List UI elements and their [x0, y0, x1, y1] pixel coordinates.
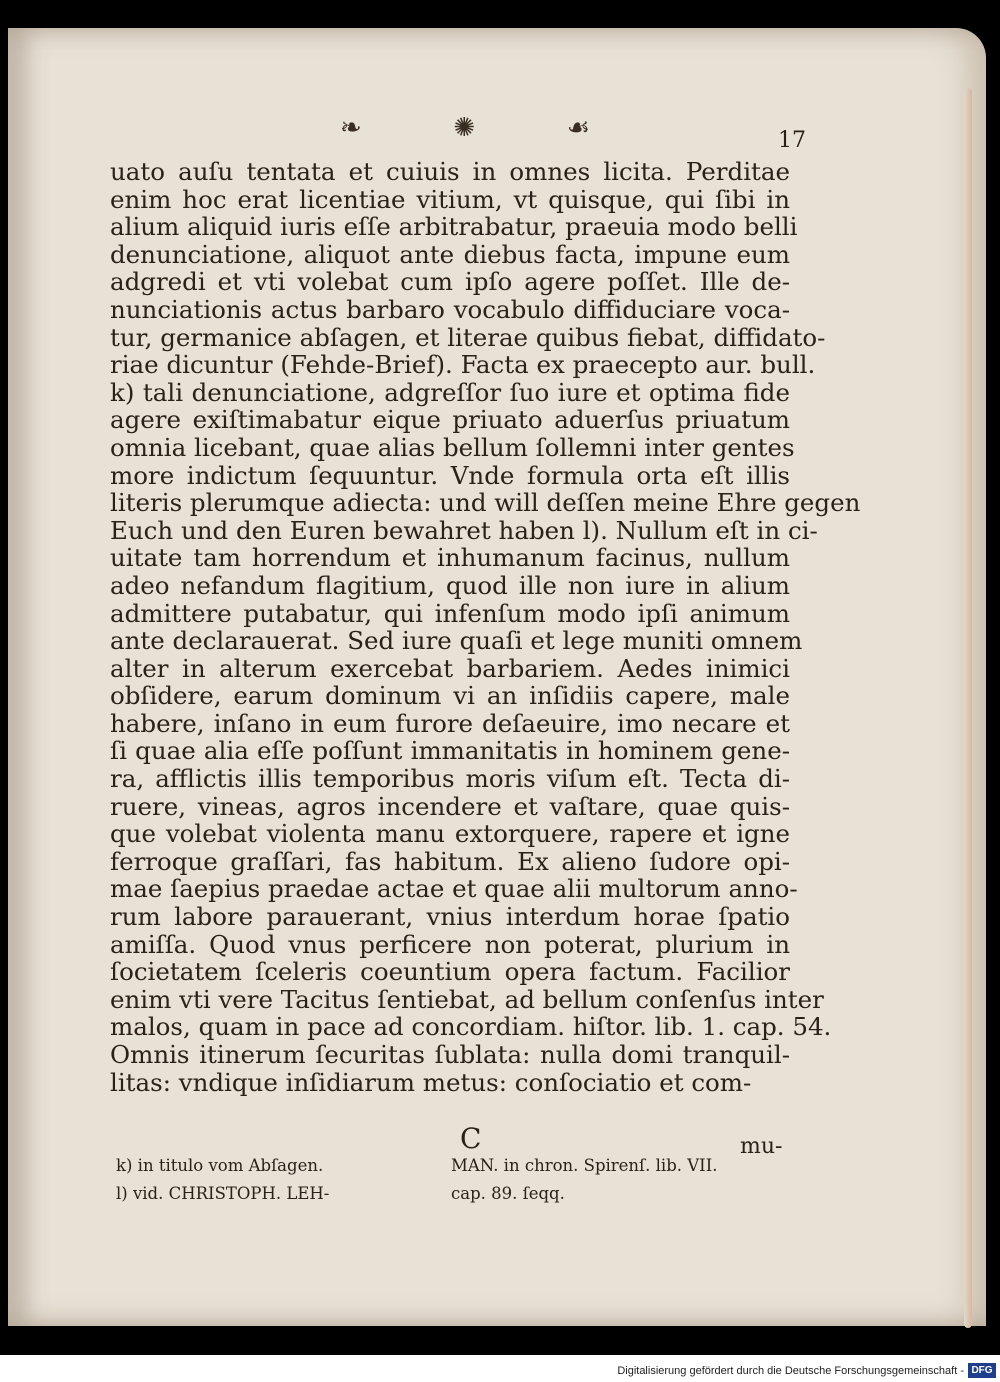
text-line: alter in alterum exercebat barbariem. Aedes inimici [110, 653, 790, 683]
text-line: litas: vndique inſidiarum metus: conſociatio et com- [110, 1067, 752, 1097]
text-line: nunciationis actus barbaro vocabulo diffiduciare voca- [110, 294, 790, 324]
text-line: riae dicuntur (Fehde-Brief). Facta ex praecepto aur. bull. [110, 350, 816, 380]
text-line: que volebat violenta manu extorquere, rapere et igne [110, 819, 790, 849]
body-text [110, 157, 861, 1097]
footnote-line: l) vid. CHRISTOPH. LEH- [116, 1184, 330, 1203]
text-line: mae ſaepius praedae actae et quae alii multorum anno- [110, 874, 798, 904]
text-line: ra, afflictis illis temporibus moris viſum eſt. Tecta di- [110, 764, 790, 794]
ornament-left-icon: ❧ [340, 113, 362, 143]
signature-mark: C [460, 1122, 482, 1155]
page-number: 17 [778, 128, 806, 153]
text-line: denunciatione, aliquot ante diebus facta, impune eum [110, 239, 790, 269]
text-line: agere exiſtimabatur eique priuato aduerſus priuatum [110, 405, 790, 435]
ornament-center-icon: ✺ [453, 113, 476, 143]
text-line: ante declarauerat. Sed iure quaſi et lege muniti omnem [110, 626, 803, 656]
text-line: adgredi et vti volebat cum ipſo agere poſſet. Ille de- [110, 267, 790, 297]
catchword: mu- [740, 1134, 783, 1159]
text-line: habere, inſano in eum furore deſaeuire, imo necare et [110, 708, 790, 738]
text-line: Euch und den Euren bewahret haben l). Nullum eſt in ci- [110, 515, 818, 545]
text-line: uitate tam horrendum et inhumanum facinus, nullum [110, 543, 790, 573]
text-line: more indictum ſequuntur. Vnde formula orta eſt illis [110, 460, 790, 490]
text-line: omnia licebant, quae alias bellum ſollemni inter gentes [110, 432, 795, 462]
text-line: admittere putabatur, qui infenſum modo ipſi animum [110, 598, 790, 628]
footnotes-right-column [451, 1152, 796, 1208]
footnote-line: cap. 89. ſeqq. [451, 1184, 565, 1203]
text-line: enim vti vere Tacitus ſentiebat, ad bellum conſenſus inter [110, 984, 824, 1014]
dfg-logo: DFG [968, 1363, 996, 1378]
text-line: Omnis itinerum ſecuritas ſublata: nulla domi tranquil- [110, 1040, 790, 1069]
text-line: rum labore parauerant, vnius interdum horae ſpatio [110, 902, 790, 932]
text-line: adeo nefandum flagitium, quod ille non iure in alium [110, 570, 790, 600]
text-line: enim hoc erat licentiae vitium, vt quisque, qui ſibi in [110, 184, 790, 214]
text-line: ſi quae alia eſſe poſſunt immanitatis in hominem gene- [110, 736, 790, 766]
text-line: malos, quam in pace ad concordiam. hiſtor. lib. 1. cap. 54. [110, 1012, 832, 1042]
text-line: amiſſa. Quod vnus perficere non poterat, plurium in [110, 929, 790, 959]
text-line: literis plerumque adiecta: und will deſſen meine Ehre gegen [110, 488, 861, 518]
text-line: k) tali denunciatione, adgreſſor ſuo iure et optima fide [110, 377, 790, 407]
text-line: uato auſu tentata et cuiuis in omnes licita. Perditae [110, 157, 790, 186]
header-ornament [340, 112, 590, 144]
page-edge [964, 88, 972, 1328]
footnote-line: MAN. in chron. Spirenſ. lib. VII. [451, 1156, 718, 1175]
text-line: ruere, vineas, agros incendere et vaſtare, quae quis- [110, 791, 790, 821]
footnote-line: k) in titulo vom Abſagen. [116, 1156, 324, 1175]
funding-credit: Digitalisierung gefördert durch die Deutsche Forschungsgemeinschaft - [617, 1365, 964, 1377]
text-line: tur, germanice abſagen, et literae quibus fiebat, diffidato- [110, 322, 826, 352]
footnotes-left-column [116, 1152, 446, 1208]
ornament-right-icon: ☙ [566, 113, 590, 143]
text-line: ferroque graſſari, fas habitum. Ex alieno ſudore opi- [110, 846, 790, 876]
text-line: alium aliquid iuris eſſe arbitrabatur, praeuia modo belli [110, 212, 798, 242]
text-line: ſocietatem ſceleris coeuntium opera factum. Facilior [110, 957, 790, 987]
text-line: obſidere, earum dominum vi an inſidiis capere, male [110, 681, 790, 711]
